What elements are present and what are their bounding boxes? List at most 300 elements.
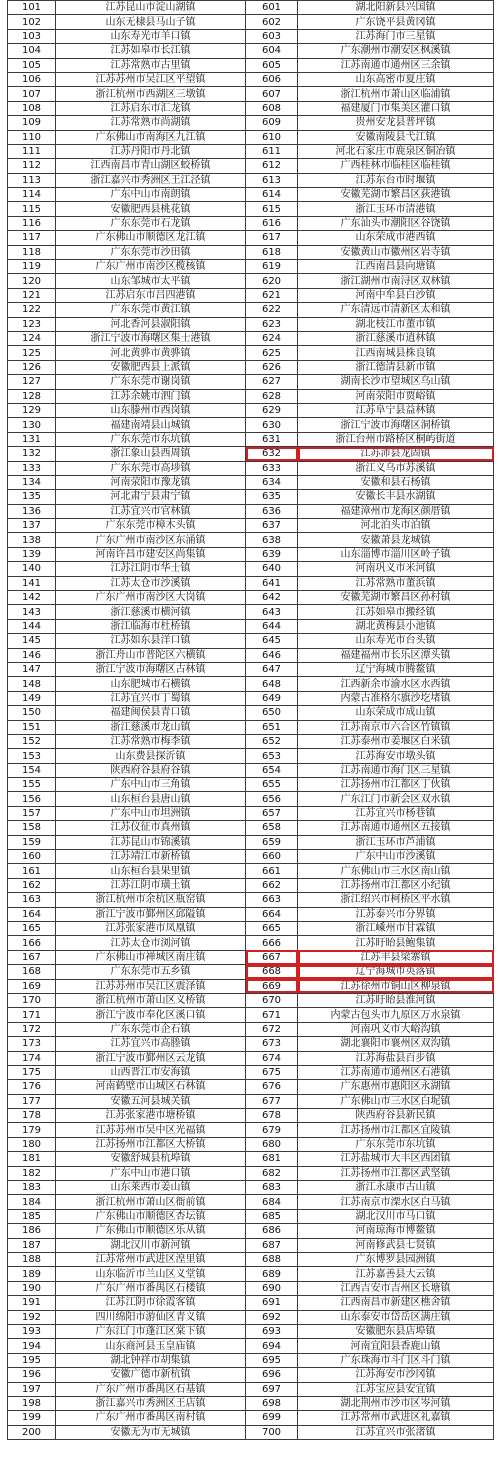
table-row bbox=[8, 850, 494, 864]
table-row bbox=[8, 173, 494, 187]
town-right-cell: 江苏海安市墩头镇 bbox=[298, 749, 494, 763]
rank-left-cell: 154 bbox=[8, 763, 56, 777]
town-right-cell: 江苏海盐县百步镇 bbox=[298, 1051, 494, 1065]
town-left-cell: 江苏如皋市长江镇 bbox=[56, 44, 246, 58]
rank-right-cell: 651 bbox=[246, 720, 298, 734]
rank-left-cell: 107 bbox=[8, 87, 56, 101]
town-left-cell: 河南鹤壁市山城区石林镇 bbox=[56, 1080, 246, 1094]
table-row bbox=[8, 288, 494, 302]
rank-left-cell: 163 bbox=[8, 893, 56, 907]
rank-left-cell: 137 bbox=[8, 519, 56, 533]
town-left-cell: 江苏如东县洋口镇 bbox=[56, 634, 246, 648]
rank-left-cell: 176 bbox=[8, 1080, 56, 1094]
town-left-cell: 广东佛山市南海区九江镇 bbox=[56, 130, 246, 144]
town-left-cell: 安徽舒城县杭埠镇 bbox=[56, 1152, 246, 1166]
rank-left-cell: 155 bbox=[8, 778, 56, 792]
town-right-cell: 山东荣成市港西镇 bbox=[298, 231, 494, 245]
rank-left-cell: 160 bbox=[8, 850, 56, 864]
rank-right-cell: 662 bbox=[246, 878, 298, 892]
town-right-cell: 福建厦门市集美区灌口镇 bbox=[298, 101, 494, 115]
town-right-cell: 浙江德清县新市镇 bbox=[298, 360, 494, 374]
rank-left-cell: 187 bbox=[8, 1238, 56, 1252]
town-right-cell: 江苏南通市通州区五接镇 bbox=[298, 821, 494, 835]
table-row bbox=[8, 1209, 494, 1223]
rank-right-cell: 605 bbox=[246, 58, 298, 72]
rank-right-cell: 648 bbox=[246, 677, 298, 691]
rank-right-cell: 690 bbox=[246, 1281, 298, 1295]
town-left-cell: 江苏余姚市泗门镇 bbox=[56, 389, 246, 403]
rank-right-cell: 628 bbox=[246, 389, 298, 403]
table-row bbox=[8, 1022, 494, 1036]
rank-right-cell: 610 bbox=[246, 130, 298, 144]
rank-right-cell: 645 bbox=[246, 634, 298, 648]
town-left-cell: 江苏宜兴市高塍镇 bbox=[56, 1037, 246, 1051]
table-row bbox=[8, 1065, 494, 1079]
table-row bbox=[8, 1411, 494, 1425]
table-row bbox=[8, 29, 494, 43]
rank-right-cell: 611 bbox=[246, 144, 298, 158]
table-row bbox=[8, 605, 494, 619]
town-right-cell: 浙江慈溪市逍林镇 bbox=[298, 331, 494, 345]
table-row bbox=[8, 490, 494, 504]
rank-right-cell: 622 bbox=[246, 303, 298, 317]
rank-left-cell: 129 bbox=[8, 403, 56, 417]
table-row bbox=[8, 44, 494, 58]
town-right-cell: 江苏扬州市江都区武坚镇 bbox=[298, 1166, 494, 1180]
table-row bbox=[8, 317, 494, 331]
rank-right-cell: 640 bbox=[246, 562, 298, 576]
rank-left-cell: 119 bbox=[8, 260, 56, 274]
rank-right-cell: 655 bbox=[246, 778, 298, 792]
table-row bbox=[8, 706, 494, 720]
town-left-cell: 山东商河县玉皇庙镇 bbox=[56, 1339, 246, 1353]
town-right-cell: 江苏如皋市搬经镇 bbox=[298, 605, 494, 619]
rank-left-cell: 135 bbox=[8, 490, 56, 504]
town-right-cell: 广东东莞市东坑镇 bbox=[298, 1137, 494, 1151]
town-left-cell: 广东东莞市沙田镇 bbox=[56, 245, 246, 259]
rank-right-cell: 604 bbox=[246, 44, 298, 58]
rank-left-cell: 126 bbox=[8, 360, 56, 374]
rank-left-cell: 127 bbox=[8, 375, 56, 389]
rank-left-cell: 121 bbox=[8, 288, 56, 302]
town-left-cell: 江西南昌市青山湖区蛟桥镇 bbox=[56, 159, 246, 173]
rank-right-cell: 608 bbox=[246, 101, 298, 115]
town-left-cell: 浙江杭州市萧山区义桥镇 bbox=[56, 993, 246, 1007]
town-right-cell: 安徽芜湖市繁昌区荻港镇 bbox=[298, 188, 494, 202]
rank-right-cell: 674 bbox=[246, 1051, 298, 1065]
town-right-cell: 江苏盱眙县鲍集镇 bbox=[298, 936, 494, 950]
rank-right-cell: 682 bbox=[246, 1166, 298, 1180]
town-left-cell: 广东佛山市顺德区杏坛镇 bbox=[56, 1209, 246, 1223]
town-right-cell: 江苏海门市三星镇 bbox=[298, 29, 494, 43]
town-left-cell: 江苏张家港市凤凰镇 bbox=[56, 922, 246, 936]
town-right-cell: 江苏常州市武进区礼嘉镇 bbox=[298, 1411, 494, 1425]
town-right-cell: 河北泊头市泊镇 bbox=[298, 519, 494, 533]
rank-left-cell: 161 bbox=[8, 864, 56, 878]
town-right-cell: 浙江台州市路桥区桐屿街道 bbox=[298, 432, 494, 446]
rank-right-cell: 661 bbox=[246, 864, 298, 878]
town-left-cell: 江苏仪征市真州镇 bbox=[56, 821, 246, 835]
table-row bbox=[8, 1368, 494, 1382]
town-right-cell: 江苏海安市沙冈镇 bbox=[298, 1368, 494, 1382]
town-left-cell: 福建南靖县山城镇 bbox=[56, 418, 246, 432]
town-right-cell: 广东清远市清新区太和镇 bbox=[298, 303, 494, 317]
table-row bbox=[8, 331, 494, 345]
rank-right-cell: 615 bbox=[246, 202, 298, 216]
town-left-cell: 江苏太仓市浏河镇 bbox=[56, 936, 246, 950]
town-left-cell: 江苏太仓市沙溪镇 bbox=[56, 576, 246, 590]
rank-right-cell: 672 bbox=[246, 1022, 298, 1036]
table-row bbox=[8, 720, 494, 734]
town-right-cell: 广西桂林市临桂区临桂镇 bbox=[298, 159, 494, 173]
town-left-cell: 广东东莞市谢岗镇 bbox=[56, 375, 246, 389]
town-right-cell: 浙江宁波市海曙区洞桥镇 bbox=[298, 418, 494, 432]
table-row bbox=[8, 936, 494, 950]
table-row bbox=[8, 806, 494, 820]
town-left-cell: 广东东莞市石龙镇 bbox=[56, 216, 246, 230]
town-right-cell: 浙江绍兴市柯桥区平水镇 bbox=[298, 893, 494, 907]
rank-right-cell: 673 bbox=[246, 1037, 298, 1051]
town-left-cell: 浙江宁波市鄞州区云龙镇 bbox=[56, 1051, 246, 1065]
table-row bbox=[8, 691, 494, 705]
town-right-cell: 安徽黄山市徽州区岩寺镇 bbox=[298, 245, 494, 259]
table-row bbox=[8, 1353, 494, 1367]
town-left-cell: 山东滕州市西岗镇 bbox=[56, 403, 246, 417]
town-left-cell: 安徽广德市新杭镇 bbox=[56, 1368, 246, 1382]
town-left-cell: 山东寿光市羊口镇 bbox=[56, 29, 246, 43]
rank-right-cell: 670 bbox=[246, 993, 298, 1007]
town-right-cell: 广东佛山市三水区南山镇 bbox=[298, 864, 494, 878]
rank-right-cell: 663 bbox=[246, 893, 298, 907]
rank-right-cell: 671 bbox=[246, 1008, 298, 1022]
town-right-cell: 福建漳州市龙海区颜厝镇 bbox=[298, 504, 494, 518]
town-left-cell: 广东广州市南沙区大岗镇 bbox=[56, 591, 246, 605]
table-row bbox=[8, 432, 494, 446]
rank-right-cell: 693 bbox=[246, 1324, 298, 1338]
rank-left-cell: 115 bbox=[8, 202, 56, 216]
town-left-cell: 江苏常熟市梅李镇 bbox=[56, 734, 246, 748]
table-row bbox=[8, 1109, 494, 1123]
town-right-cell: 山东淄博市淄川区岭子镇 bbox=[298, 547, 494, 561]
town-left-cell: 江苏江阴市华士镇 bbox=[56, 562, 246, 576]
town-left-cell: 广东佛山市顺德区乐从镇 bbox=[56, 1224, 246, 1238]
table-row bbox=[8, 58, 494, 72]
town-right-cell: 安徽萧县龙城镇 bbox=[298, 533, 494, 547]
rank-right-cell: 679 bbox=[246, 1123, 298, 1137]
rank-right-cell: 618 bbox=[246, 245, 298, 259]
town-right-cell: 广东珠海市斗门区斗门镇 bbox=[298, 1353, 494, 1367]
town-right-cell: 江苏南通市海门区三星镇 bbox=[298, 763, 494, 777]
rank-left-cell: 173 bbox=[8, 1037, 56, 1051]
town-right-cell: 江苏南通市通州区石港镇 bbox=[298, 1065, 494, 1079]
rank-right-cell: 636 bbox=[246, 504, 298, 518]
town-left-cell: 浙江慈溪市横河镇 bbox=[56, 605, 246, 619]
table-row bbox=[8, 504, 494, 518]
town-right-cell: 安徽和县石杨镇 bbox=[298, 475, 494, 489]
town-left-cell: 广东东莞市企石镇 bbox=[56, 1022, 246, 1036]
rank-left-cell: 139 bbox=[8, 547, 56, 561]
town-right-cell: 江苏南通市通州区三余镇 bbox=[298, 58, 494, 72]
town-right-cell: 辽宁海城市腾鳌镇 bbox=[298, 662, 494, 676]
town-left-cell: 江苏宜兴市官林镇 bbox=[56, 504, 246, 518]
table-row bbox=[8, 533, 494, 547]
town-left-cell: 广东中山市港口镇 bbox=[56, 1166, 246, 1180]
rank-left-cell: 170 bbox=[8, 993, 56, 1007]
town-right-cell: 广东汕头市潮阳区谷饶镇 bbox=[298, 216, 494, 230]
table-row bbox=[8, 274, 494, 288]
table-row bbox=[8, 591, 494, 605]
town-left-cell: 江苏丹阳市丹北镇 bbox=[56, 144, 246, 158]
town-left-cell: 广东东莞市五乡镇 bbox=[56, 965, 246, 979]
town-right-cell: 浙江义乌市苏溪镇 bbox=[298, 461, 494, 475]
rank-left-cell: 153 bbox=[8, 749, 56, 763]
rank-left-cell: 102 bbox=[8, 15, 56, 29]
town-left-cell: 广东中山市坦洲镇 bbox=[56, 806, 246, 820]
rank-right-cell: 694 bbox=[246, 1339, 298, 1353]
rank-left-cell: 109 bbox=[8, 116, 56, 130]
highlighted-rank-cell: 668 bbox=[246, 965, 298, 979]
town-left-cell: 河北香河县淑阳镇 bbox=[56, 317, 246, 331]
rank-right-cell: 625 bbox=[246, 346, 298, 360]
rank-right-cell: 691 bbox=[246, 1296, 298, 1310]
rank-right-cell: 657 bbox=[246, 806, 298, 820]
table-row bbox=[8, 1224, 494, 1238]
table-row bbox=[8, 1094, 494, 1108]
town-left-cell: 江苏苏州市吴中区光福镇 bbox=[56, 1123, 246, 1137]
table-row bbox=[8, 763, 494, 777]
town-right-cell: 江苏泰兴市分界镇 bbox=[298, 907, 494, 921]
rank-right-cell: 617 bbox=[246, 231, 298, 245]
town-right-cell: 陕西府谷县新民镇 bbox=[298, 1109, 494, 1123]
table-row bbox=[8, 519, 494, 533]
town-right-cell: 江苏盐城市大丰区西团镇 bbox=[298, 1152, 494, 1166]
town-left-cell: 浙江嘉兴市秀洲区王店镇 bbox=[56, 1396, 246, 1410]
town-right-cell: 广东佛山市三水区白坭镇 bbox=[298, 1094, 494, 1108]
town-left-cell: 山东临沂市兰山区义堂镇 bbox=[56, 1267, 246, 1281]
town-left-cell: 山东肥城市石横镇 bbox=[56, 677, 246, 691]
table-row bbox=[8, 1267, 494, 1281]
town-right-cell: 湖南长沙市望城区乌山镇 bbox=[298, 375, 494, 389]
table-row bbox=[8, 216, 494, 230]
rank-left-cell: 116 bbox=[8, 216, 56, 230]
rank-left-cell: 191 bbox=[8, 1296, 56, 1310]
town-left-cell: 陕西府谷县府谷镇 bbox=[56, 763, 246, 777]
table-row bbox=[8, 375, 494, 389]
table-row bbox=[8, 1137, 494, 1151]
town-left-cell: 山东桓台县唐山镇 bbox=[56, 792, 246, 806]
rank-left-cell: 195 bbox=[8, 1353, 56, 1367]
table-row bbox=[8, 993, 494, 1007]
rank-left-cell: 144 bbox=[8, 619, 56, 633]
town-left-cell: 浙江象山县西周镇 bbox=[56, 447, 246, 461]
table-row bbox=[8, 1396, 494, 1410]
town-left-cell: 江苏张家港市塘桥镇 bbox=[56, 1109, 246, 1123]
town-left-cell: 江苏靖江市新桥镇 bbox=[56, 850, 246, 864]
highlighted-town-cell: 江苏丰县梁寨镇 bbox=[298, 950, 494, 964]
rank-left-cell: 178 bbox=[8, 1109, 56, 1123]
table-row bbox=[8, 1195, 494, 1209]
rank-right-cell: 635 bbox=[246, 490, 298, 504]
rank-right-cell: 614 bbox=[246, 188, 298, 202]
table-row bbox=[8, 864, 494, 878]
table-row bbox=[8, 303, 494, 317]
rank-left-cell: 130 bbox=[8, 418, 56, 432]
table-row bbox=[8, 231, 494, 245]
rank-left-cell: 134 bbox=[8, 475, 56, 489]
rank-right-cell: 641 bbox=[246, 576, 298, 590]
rank-right-cell: 665 bbox=[246, 922, 298, 936]
rank-right-cell: 620 bbox=[246, 274, 298, 288]
town-left-cell: 广东东莞市黄江镇 bbox=[56, 303, 246, 317]
table-row bbox=[8, 475, 494, 489]
rank-right-cell: 607 bbox=[246, 87, 298, 101]
table-row bbox=[8, 634, 494, 648]
table-row bbox=[8, 360, 494, 374]
rank-left-cell: 171 bbox=[8, 1008, 56, 1022]
rank-right-cell: 619 bbox=[246, 260, 298, 274]
town-left-cell: 山东邹城市太平镇 bbox=[56, 274, 246, 288]
table-row bbox=[8, 245, 494, 259]
town-right-cell: 浙江玉环市清港镇 bbox=[298, 202, 494, 216]
table-row bbox=[8, 1080, 494, 1094]
rank-right-cell: 634 bbox=[246, 475, 298, 489]
rank-right-cell: 700 bbox=[246, 1425, 298, 1439]
table-row bbox=[8, 87, 494, 101]
town-left-cell: 浙江宁波市海曙区古林镇 bbox=[56, 662, 246, 676]
town-right-cell: 江苏扬州市江都区丁伙镇 bbox=[298, 778, 494, 792]
table-row bbox=[8, 1037, 494, 1051]
rank-left-cell: 179 bbox=[8, 1123, 56, 1137]
town-right-cell: 浙江永康市古山镇 bbox=[298, 1181, 494, 1195]
rank-left-cell: 122 bbox=[8, 303, 56, 317]
table-row bbox=[8, 734, 494, 748]
town-left-cell: 浙江嘉兴市秀洲区王江泾镇 bbox=[56, 173, 246, 187]
town-left-cell: 山西晋江市安海镇 bbox=[56, 1065, 246, 1079]
rank-left-cell: 114 bbox=[8, 188, 56, 202]
rank-left-cell: 131 bbox=[8, 432, 56, 446]
rank-left-cell: 186 bbox=[8, 1224, 56, 1238]
rank-right-cell: 653 bbox=[246, 749, 298, 763]
rank-left-cell: 110 bbox=[8, 130, 56, 144]
rank-left-cell: 184 bbox=[8, 1195, 56, 1209]
town-right-cell: 江西南昌县向塘镇 bbox=[298, 260, 494, 274]
table-row bbox=[8, 1252, 494, 1266]
rank-right-cell: 613 bbox=[246, 173, 298, 187]
rank-left-cell: 200 bbox=[8, 1425, 56, 1439]
table-row bbox=[8, 907, 494, 921]
rank-left-cell: 150 bbox=[8, 706, 56, 720]
town-left-cell: 湖北汉川市新河镇 bbox=[56, 1238, 246, 1252]
town-left-cell: 江苏宜兴市丁蜀镇 bbox=[56, 691, 246, 705]
table-row bbox=[8, 389, 494, 403]
town-left-cell: 江苏启东市吕四港镇 bbox=[56, 288, 246, 302]
table-row bbox=[8, 1296, 494, 1310]
rank-right-cell: 686 bbox=[246, 1224, 298, 1238]
town-right-cell: 广东博罗县园洲镇 bbox=[298, 1252, 494, 1266]
town-left-cell: 江苏昆山市锦溪镇 bbox=[56, 835, 246, 849]
table-row bbox=[8, 648, 494, 662]
rank-left-cell: 169 bbox=[8, 979, 56, 993]
town-right-cell: 安徽肥东县店埠镇 bbox=[298, 1324, 494, 1338]
rank-left-cell: 118 bbox=[8, 245, 56, 259]
table-row bbox=[8, 72, 494, 86]
rank-left-cell: 168 bbox=[8, 965, 56, 979]
rank-right-cell: 647 bbox=[246, 662, 298, 676]
rank-left-cell: 138 bbox=[8, 533, 56, 547]
town-left-cell: 广东东莞市高埗镇 bbox=[56, 461, 246, 475]
rank-right-cell: 680 bbox=[246, 1137, 298, 1151]
rank-right-cell: 683 bbox=[246, 1181, 298, 1195]
rank-right-cell: 695 bbox=[246, 1353, 298, 1367]
table-body bbox=[8, 1, 494, 1440]
rank-right-cell: 642 bbox=[246, 591, 298, 605]
town-left-cell: 浙江慈溪市龙山镇 bbox=[56, 720, 246, 734]
highlighted-town-cell: 江苏沛县龙固镇 bbox=[298, 447, 494, 461]
rank-left-cell: 140 bbox=[8, 562, 56, 576]
town-right-cell: 山东泰安市岱岳区满庄镇 bbox=[298, 1310, 494, 1324]
town-left-cell: 安徽肥西县上派镇 bbox=[56, 360, 246, 374]
rank-right-cell: 602 bbox=[246, 15, 298, 29]
rank-left-cell: 147 bbox=[8, 662, 56, 676]
town-left-cell: 河南许昌市建安区尚集镇 bbox=[56, 547, 246, 561]
town-right-cell: 湖北阳新县兴国镇 bbox=[298, 1, 494, 15]
rank-right-cell: 654 bbox=[246, 763, 298, 777]
town-right-cell: 河南荥阳市贾峪镇 bbox=[298, 389, 494, 403]
town-right-cell: 山东寿光市台头镇 bbox=[298, 634, 494, 648]
town-left-cell: 山东莱西市姜山镇 bbox=[56, 1181, 246, 1195]
town-left-cell: 江苏常州市武进区湟里镇 bbox=[56, 1252, 246, 1266]
rank-left-cell: 189 bbox=[8, 1267, 56, 1281]
town-right-cell: 江西吉安市吉州区长塘镇 bbox=[298, 1281, 494, 1295]
rank-left-cell: 167 bbox=[8, 950, 56, 964]
table-row bbox=[8, 1238, 494, 1252]
town-right-cell: 江苏宜兴市杨巷镇 bbox=[298, 806, 494, 820]
rank-left-cell: 164 bbox=[8, 907, 56, 921]
table-row bbox=[8, 835, 494, 849]
rank-right-cell: 658 bbox=[246, 821, 298, 835]
rank-left-cell: 166 bbox=[8, 936, 56, 950]
town-left-cell: 湖北钟祥市胡集镇 bbox=[56, 1353, 246, 1367]
town-right-cell: 河南琼海市博鳌镇 bbox=[298, 1224, 494, 1238]
rank-right-cell: 666 bbox=[246, 936, 298, 950]
table-row bbox=[8, 821, 494, 835]
town-right-cell: 河北石家庄市鹿泉区铜冶镇 bbox=[298, 144, 494, 158]
town-left-cell: 浙江宁波市海曙区集士港镇 bbox=[56, 331, 246, 345]
rank-left-cell: 141 bbox=[8, 576, 56, 590]
town-right-cell: 福建福州市长乐区潭头镇 bbox=[298, 648, 494, 662]
table-row bbox=[8, 922, 494, 936]
town-left-cell: 广东江门市蓬江区棠下镇 bbox=[56, 1324, 246, 1338]
town-right-cell: 江苏扬州市江都区小纪镇 bbox=[298, 878, 494, 892]
rank-left-cell: 152 bbox=[8, 734, 56, 748]
table-row bbox=[8, 403, 494, 417]
rank-left-cell: 158 bbox=[8, 821, 56, 835]
town-right-cell: 江苏东台市时堰镇 bbox=[298, 173, 494, 187]
table-row bbox=[8, 1425, 494, 1439]
town-left-cell: 江苏江阴市璜土镇 bbox=[56, 878, 246, 892]
rank-left-cell: 198 bbox=[8, 1396, 56, 1410]
rank-right-cell: 676 bbox=[246, 1080, 298, 1094]
town-right-cell: 湖北枝江市董市镇 bbox=[298, 317, 494, 331]
town-right-cell: 河南中牟县白沙镇 bbox=[298, 288, 494, 302]
table-row bbox=[8, 662, 494, 676]
rank-left-cell: 111 bbox=[8, 144, 56, 158]
rank-right-cell: 656 bbox=[246, 792, 298, 806]
rank-right-cell: 626 bbox=[246, 360, 298, 374]
rank-left-cell: 133 bbox=[8, 461, 56, 475]
town-right-cell: 江苏扬州市江都区宜陵镇 bbox=[298, 1123, 494, 1137]
rank-right-cell: 629 bbox=[246, 403, 298, 417]
